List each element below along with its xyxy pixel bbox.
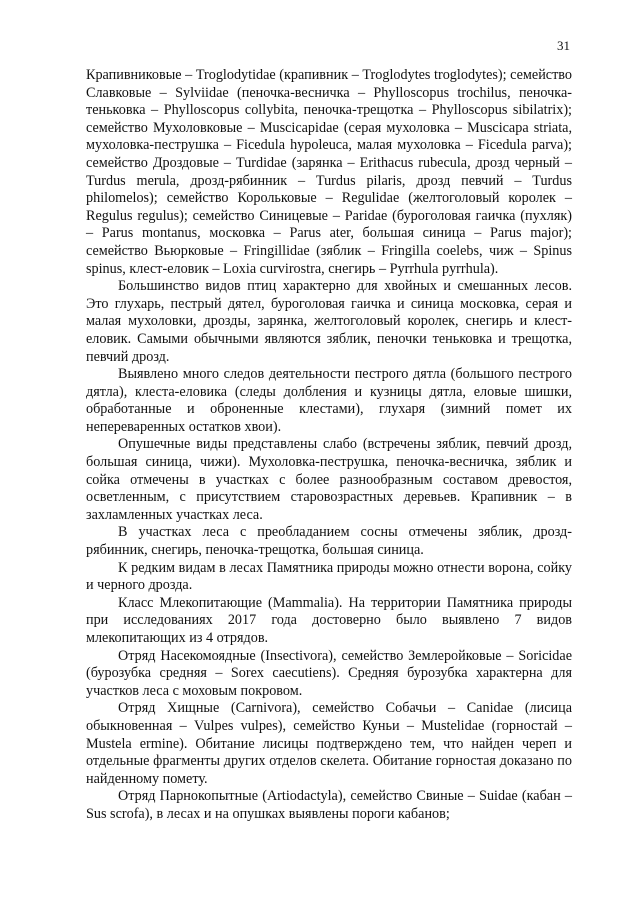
paragraph-bird-families: Крапивниковые – Troglodytidae (крапивник – Troglodytes troglodytes); семейство Славковые – Sylviidae (пеночка-весничка – Phylloscopus trochilus, пеночка-теньковка – Phylloscopus collybita, пеночка-трещотка – Phylloscopus sibilatrix); семейство Мухоловковые – Muscicapidae (серая мухоловка – Muscicapa striata, мухоловка-пеструшка – Ficedula hypoleuca, малая мухоловка – Ficedula parva); семейство Дроздовые – Turdidae (зарянка – Erithacus rubecula, дрозд черный – Turdus merula, дрозд-рябинник – Turdus pilaris, дрозд певчий – Turdus philomelos); семейство Корольковые – Regulidae (желтоголовый королек – Regulus regulus); семейство Синицевые – Paridae (буроголовая гаичка (пухляк) – Parus montanus, московка – Parus ater, большая синица – Parus major); семейство Вьюрковые – Fringillidae (зяблик – Fringilla coelebs, чиж – Spinus spinus, клест-еловик – Loxia curvirostra, снегирь – Pyrrhula pyrrhula). [86,67,572,277]
page-number: 31 [557,38,570,53]
paragraph-pine-forest: В участках леса с преобладанием сосны отмечены зяблик, дрозд-рябинник, снегирь, пеночка-трещотка, большая синица. [86,524,572,559]
paragraph-rare-species: К редким видам в лесах Памятника природы можно отнести ворона, сойку и черного дрозда. [86,559,572,594]
paragraph-artiodactyla: Отряд Парнокопытные (Artiodactyla), семейство Свиные – Suidae (кабан – Sus scrofa), в лесах и на опушках выявлены пороги кабанов; [86,788,572,822]
paragraph-edge-species: Опушечные виды представлены слабо (встречены зяблик, певчий дрозд, большая синица, чижи). Мухоловка-пеструшка, пеночка-весничка, зяблик и сойка отмечены в участках с более разнообразным составом древостоя, осветленным, с присутствием старовозрастных деревьев. Крапивник – в захламленных участках леса. [86,436,572,523]
document-body [86,67,572,824]
paragraph-carnivora: Отряд Хищные (Carnivora), семейство Собачьи – Canidae (лисица обыкновенная – Vulpes vulpes), семейство Куньи – Mustelidae (горностай – Mustela ermine). Обитание лисицы подтверждено тем, что найден череп и отдельные фрагменты других отделов скелета. Обитание горностая доказано по найденному помету. [86,700,572,787]
paragraph-woodpecker-traces: Выявлено много следов деятельности пестрого дятла (большого пестрого дятла), клеста-еловика (следы долбления и кузницы дятла, еловые шишки, обработанные и оброненные клестами), глухаря (зимний помет их непереваренных остатков хвои). [86,366,572,435]
paragraph-insectivora: Отряд Насекомоядные (Insectivora), семейство Землеройковые – Soricidae (бурозубка средняя – Sorex caecutiens). Средняя бурозубка характерна для участков леса с моховым покровом. [86,647,572,699]
paragraph-forest-birds: Большинство видов птиц характерно для хвойных и смешанных лесов. Это глухарь, пестрый дятел, буроголовая гаичка и синица московка, серая и малая мухоловки, дрозды, зарянка, желтоголовый королек, снегирь и клест-еловик. Самыми обычными являются зяблик, пеночки теньковка и трещотка, певчий дрозд. [86,278,572,365]
paragraph-mammals-class: Класс Млекопитающие (Mammalia). На территории Памятника природы при исследованиях 2017 года достоверно было выявлено 7 видов млекопитающих из 4 отрядов. [86,594,572,646]
